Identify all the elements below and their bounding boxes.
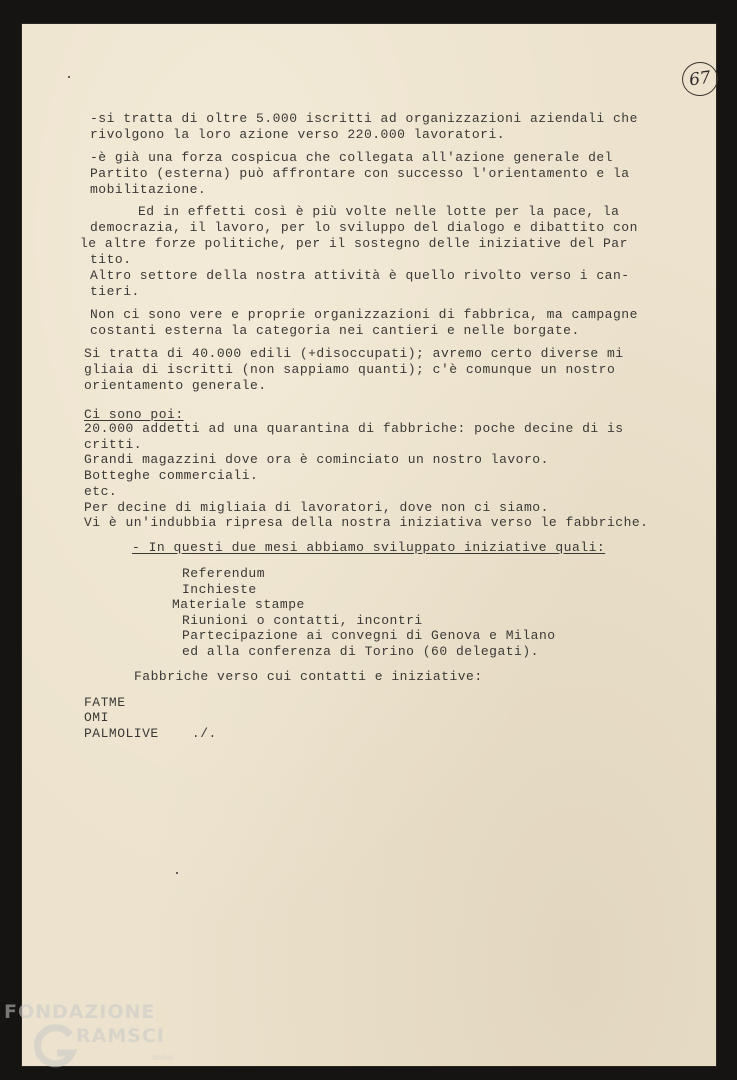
list-item: Inchieste (182, 582, 257, 597)
typed-line-underlined: - In questi due mesi abbiamo sviluppato iniziative quali: (132, 540, 606, 555)
typed-line: costanti esterna la categoria nei cantieri e nelle borgate. (90, 323, 580, 338)
typed-line: Vi è un'indubbia ripresa della nostra iniziativa verso le fabbriche. (84, 515, 649, 530)
typed-line: Botteghe commerciali. (84, 468, 259, 483)
list-item: Partecipazione ai convegni di Genova e Milano (182, 628, 556, 643)
fondazione-gramsci-watermark (4, 1001, 204, 1077)
typed-line: tieri. (90, 284, 140, 299)
typed-line: gliaia di iscritti (non sappiamo quanti); c'è comunque un nostro (84, 362, 616, 377)
typed-line: rivolgono la loro azione verso 220.000 lavoratori. (90, 127, 506, 142)
typed-line: -è già una forza cospicua che collegata all'azione generale del (90, 150, 613, 165)
typed-line: Altro settore della nostra attività è quello rivolto verso i can- (90, 268, 630, 283)
watermark-line2: RAMSCI (76, 1025, 165, 1047)
ink-speck (68, 76, 70, 78)
watermark-line1: FONDAZIONE (4, 1001, 156, 1023)
list-item: Riunioni o contatti, incontri (182, 613, 423, 628)
typed-line: orientamento generale. (84, 378, 267, 393)
factory-name: PALMOLIVE ./. (84, 726, 217, 741)
gramsci-g-logo-icon (30, 1021, 80, 1071)
typed-line: Si tratta di 40.000 edili (+disoccupati); avremo certo diverse mi (84, 346, 624, 361)
page-number-stamp: 67 (680, 60, 720, 99)
typed-line: Per decine di migliaia di lavoratori, dove non ci siamo. (84, 500, 549, 515)
list-item: Materiale stampe (172, 597, 305, 612)
typed-line: critti. (84, 437, 143, 452)
list-item: Referendum (182, 566, 266, 581)
typed-line: le altre forze politiche, per il sostegno delle iniziative del Par (80, 236, 628, 251)
factory-name: OMI (84, 710, 109, 725)
section-heading: Ci sono poi: (84, 407, 184, 422)
typed-line: -si tratta di oltre 5.000 iscritti ad organizzazioni aziendali che (90, 111, 638, 126)
typed-line: etc. (84, 484, 118, 499)
watermark-onlus: onlus (152, 1053, 174, 1062)
factory-name: FATME (84, 695, 126, 710)
typed-line: Partito (esterna) può affrontare con successo l'orientamento e la (90, 166, 630, 181)
typed-line: Non ci sono vere e proprie organizzazioni di fabbrica, ma campagne (90, 307, 638, 322)
typed-line: mobilitazione. (90, 182, 207, 197)
ink-speck (176, 872, 178, 874)
typed-line: Grandi magazzini dove ora è cominciato un nostro lavoro. (84, 452, 549, 467)
typed-line: 20.000 addetti ad una quarantina di fabbriche: poche decine di is (84, 421, 624, 436)
typed-line: Fabbriche verso cui contatti e iniziative: (134, 669, 483, 684)
typed-line: tito. (90, 252, 132, 267)
list-item: ed alla conferenza di Torino (60 delegati). (182, 644, 539, 659)
typed-line: Ed in effetti così è più volte nelle lotte per la pace, la (138, 204, 620, 219)
document-page (22, 24, 716, 1066)
typed-line: democrazia, il lavoro, per lo sviluppo del dialogo e dibattito con (90, 220, 638, 235)
